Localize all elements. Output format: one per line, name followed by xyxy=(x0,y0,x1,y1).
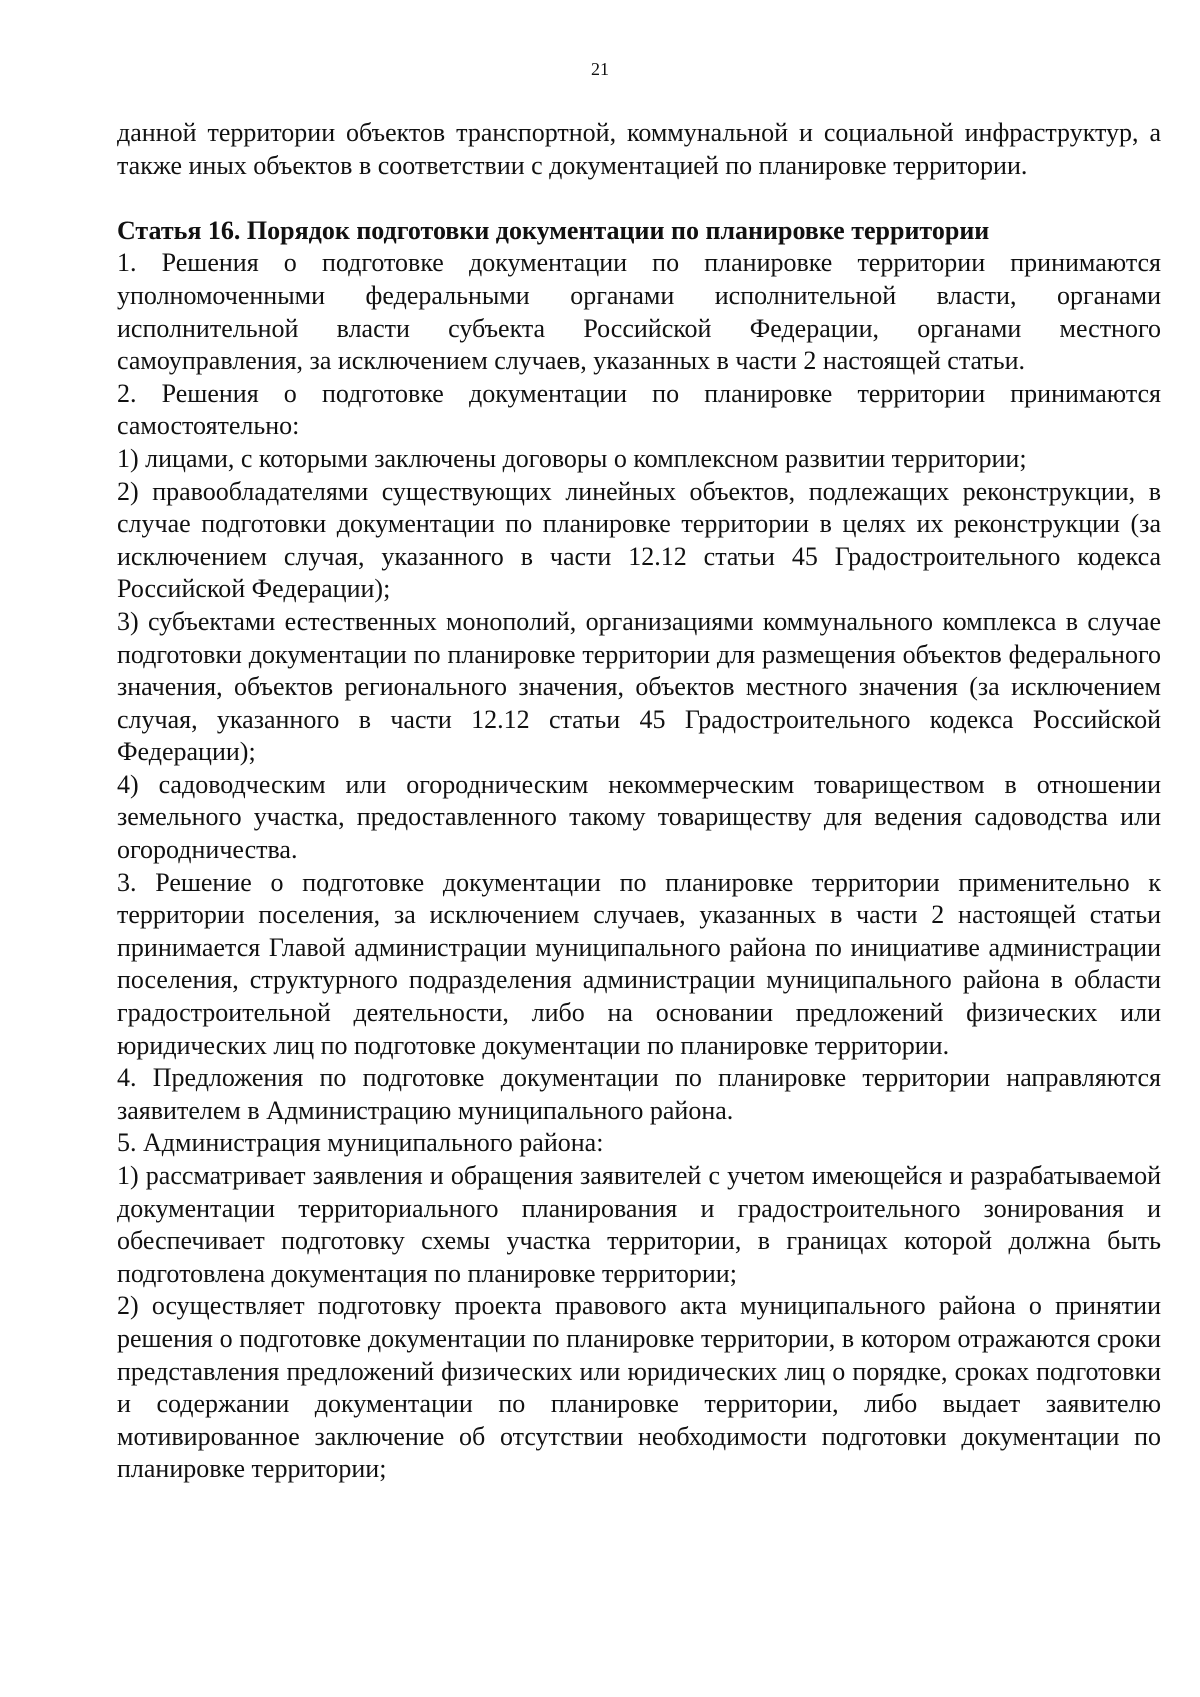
article-paragraph-4: 4. Предложения по подготовке документации по планировке территории направляются заявителем в Администрацию муниципального района. xyxy=(117,1063,1161,1125)
article-subitem-2-2: 2) правообладателями существующих линейных объектов, подлежащих реконструкции, в случае подготовки документации по планировке территории в целях их реконструкции (за исключением случая, указанного в части 12.12 статьи 45 Градостроительного кодекса Российской Федерации); xyxy=(117,476,1161,604)
article-subitem-5-1: 1) рассматривает заявления и обращения заявителей с учетом имеющейся и разрабатываемой документации территориального планирования и градостроительного зонирования и обеспечивает подготовку схемы участка территории, в границах которой должна быть подготовлена документация по планировке территории; xyxy=(117,1161,1161,1288)
intro-paragraph: данной территории объектов транспортной, коммунальной и социальной инфраструктур, а также иных объектов в соответствии с документацией по планировке территории. xyxy=(117,118,1161,180)
article-subitem-2-3: 3) субъектами естественных монополий, организациями коммунального комплекса в случае подготовки документации по планировке территории для размещения объектов федерального значения, объектов регионального значения, объектов местного значения (за исключением случая, указанного в части 12.12 статьи 45 Градостроительного кодекса Российской Федерации); xyxy=(117,606,1161,767)
page-number: 21 xyxy=(591,59,609,79)
document-body xyxy=(117,117,1161,1486)
paragraph-spacer xyxy=(117,182,1161,215)
article-subitem-2-4: 4) садоводческим или огородническим некоммерческим товариществом в отношении земельного участка, предоставленного такому товариществу для ведения садоводства или огородничества. xyxy=(117,769,1161,865)
article-paragraph-2: 2. Решения о подготовке документации по планировке территории принимаются самостоятельно: xyxy=(117,378,1161,441)
article-heading: Статья 16. Порядок подготовки документации по планировке территории xyxy=(117,215,990,245)
article-paragraph-5: 5. Администрация муниципального района: xyxy=(117,1128,604,1158)
article-paragraph-1: 1. Решения о подготовке документации по планировке территории принимаются уполномоченными федеральными органами исполнительной власти, органами исполнительной власти субъекта Российской Федерации, органами местного самоуправления, за исключением случаев, указанных в части 2 настоящей статьи. xyxy=(117,248,1161,376)
article-subitem-5-2: 2) осуществляет подготовку проекта правового акта муниципального района о принятии решения о подготовке документации по планировке территории, в котором отражаются сроки представления предложений физических или юридических лиц о порядке, сроках подготовки и содержании документации по планировке территории, либо выдает заявителю мотивированное заключение об отсутствии необходимости подготовки документации по планировке территории; xyxy=(117,1291,1161,1484)
article-paragraph-3: 3. Решение о подготовке документации по планировке территории применительно к территории поселения, за исключением случаев, указанных в части 2 настоящей статьи принимается Главой администрации муниципального района по инициативе администрации поселения, структурного подразделения администрации муниципального района в области градостроительной деятельности, либо на основании предложений физических или юридических лиц по подготовке документации по планировке территории. xyxy=(117,867,1161,1060)
article-subitem-2-1: 1) лицами, с которыми заключены договоры о комплексном развитии территории; xyxy=(117,443,1027,473)
